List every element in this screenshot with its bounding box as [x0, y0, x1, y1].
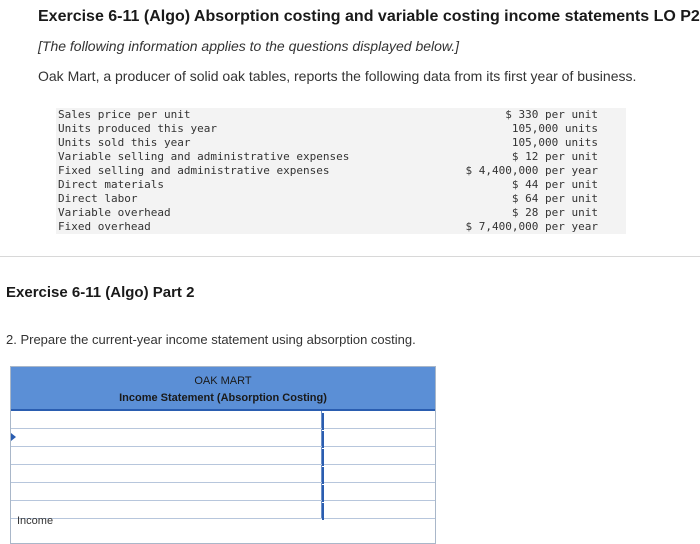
company-name: OAK MART	[194, 375, 252, 387]
data-value: $ 64 per unit	[511, 192, 598, 205]
statement-subtitle: Income Statement (Absorption Costing)	[119, 392, 327, 404]
data-label: Fixed overhead	[58, 220, 151, 233]
data-row	[56, 220, 626, 234]
data-row	[56, 192, 626, 206]
line-item-input[interactable]	[11, 485, 321, 502]
data-row	[56, 108, 626, 122]
data-row	[56, 164, 626, 178]
exercise-title: Exercise 6-11 (Algo) Absorption costing and variable costing income statements LO P2	[38, 8, 700, 25]
data-label: Units sold this year	[58, 136, 191, 149]
table-row	[11, 501, 435, 519]
line-item-input[interactable]	[11, 467, 321, 484]
given-data-table	[56, 108, 626, 234]
statement-header	[11, 367, 435, 411]
line-item-input[interactable]	[11, 413, 321, 430]
data-label: Direct labor	[58, 192, 138, 205]
part-title: Exercise 6-11 (Algo) Part 2	[6, 284, 195, 301]
amount-input[interactable]	[322, 503, 435, 520]
table-row	[11, 465, 435, 483]
amount-input[interactable]	[322, 467, 435, 484]
amount-input[interactable]	[322, 431, 435, 448]
data-label: Fixed selling and administrative expenses	[58, 164, 330, 177]
income-label: Income	[17, 515, 54, 527]
data-label: Sales price per unit	[58, 108, 191, 121]
data-label: Variable overhead	[58, 206, 171, 219]
data-label: Direct materials	[58, 178, 164, 191]
data-row	[56, 136, 626, 150]
data-label: Variable selling and administrative expenses	[58, 150, 350, 163]
data-value: 105,000 units	[511, 122, 598, 135]
line-item-select[interactable]	[11, 431, 321, 448]
data-value: $ 28 per unit	[511, 206, 598, 219]
data-value: $ 7,400,000 per year	[465, 220, 598, 233]
line-item-input[interactable]	[11, 449, 321, 466]
amount-input[interactable]	[322, 485, 435, 502]
table-row	[11, 411, 435, 429]
data-row	[56, 206, 626, 220]
data-row	[56, 150, 626, 164]
exercise-intro: Oak Mart, a producer of solid oak tables, reports the following data from its first year of business.	[38, 68, 637, 84]
data-value: $ 4,400,000 per year	[465, 164, 598, 177]
exercise-info-panel	[0, 0, 700, 257]
amount-input[interactable]	[322, 413, 435, 430]
data-value: $ 44 per unit	[511, 178, 598, 191]
data-value: $ 330 per unit	[505, 108, 598, 121]
exercise-note: [The following information applies to the questions displayed below.]	[38, 38, 460, 54]
line-item-input[interactable]	[11, 503, 321, 520]
data-row	[56, 178, 626, 192]
question-text: 2. Prepare the current-year income statement using absorption costing.	[6, 332, 416, 347]
income-statement-table	[10, 366, 436, 544]
data-value: 105,000 units	[511, 136, 598, 149]
amount-input[interactable]	[322, 449, 435, 466]
data-label: Units produced this year	[58, 122, 217, 135]
table-row	[11, 483, 435, 501]
data-value: $ 12 per unit	[511, 150, 598, 163]
data-row	[56, 122, 626, 136]
table-row	[11, 429, 435, 447]
table-row	[11, 447, 435, 465]
